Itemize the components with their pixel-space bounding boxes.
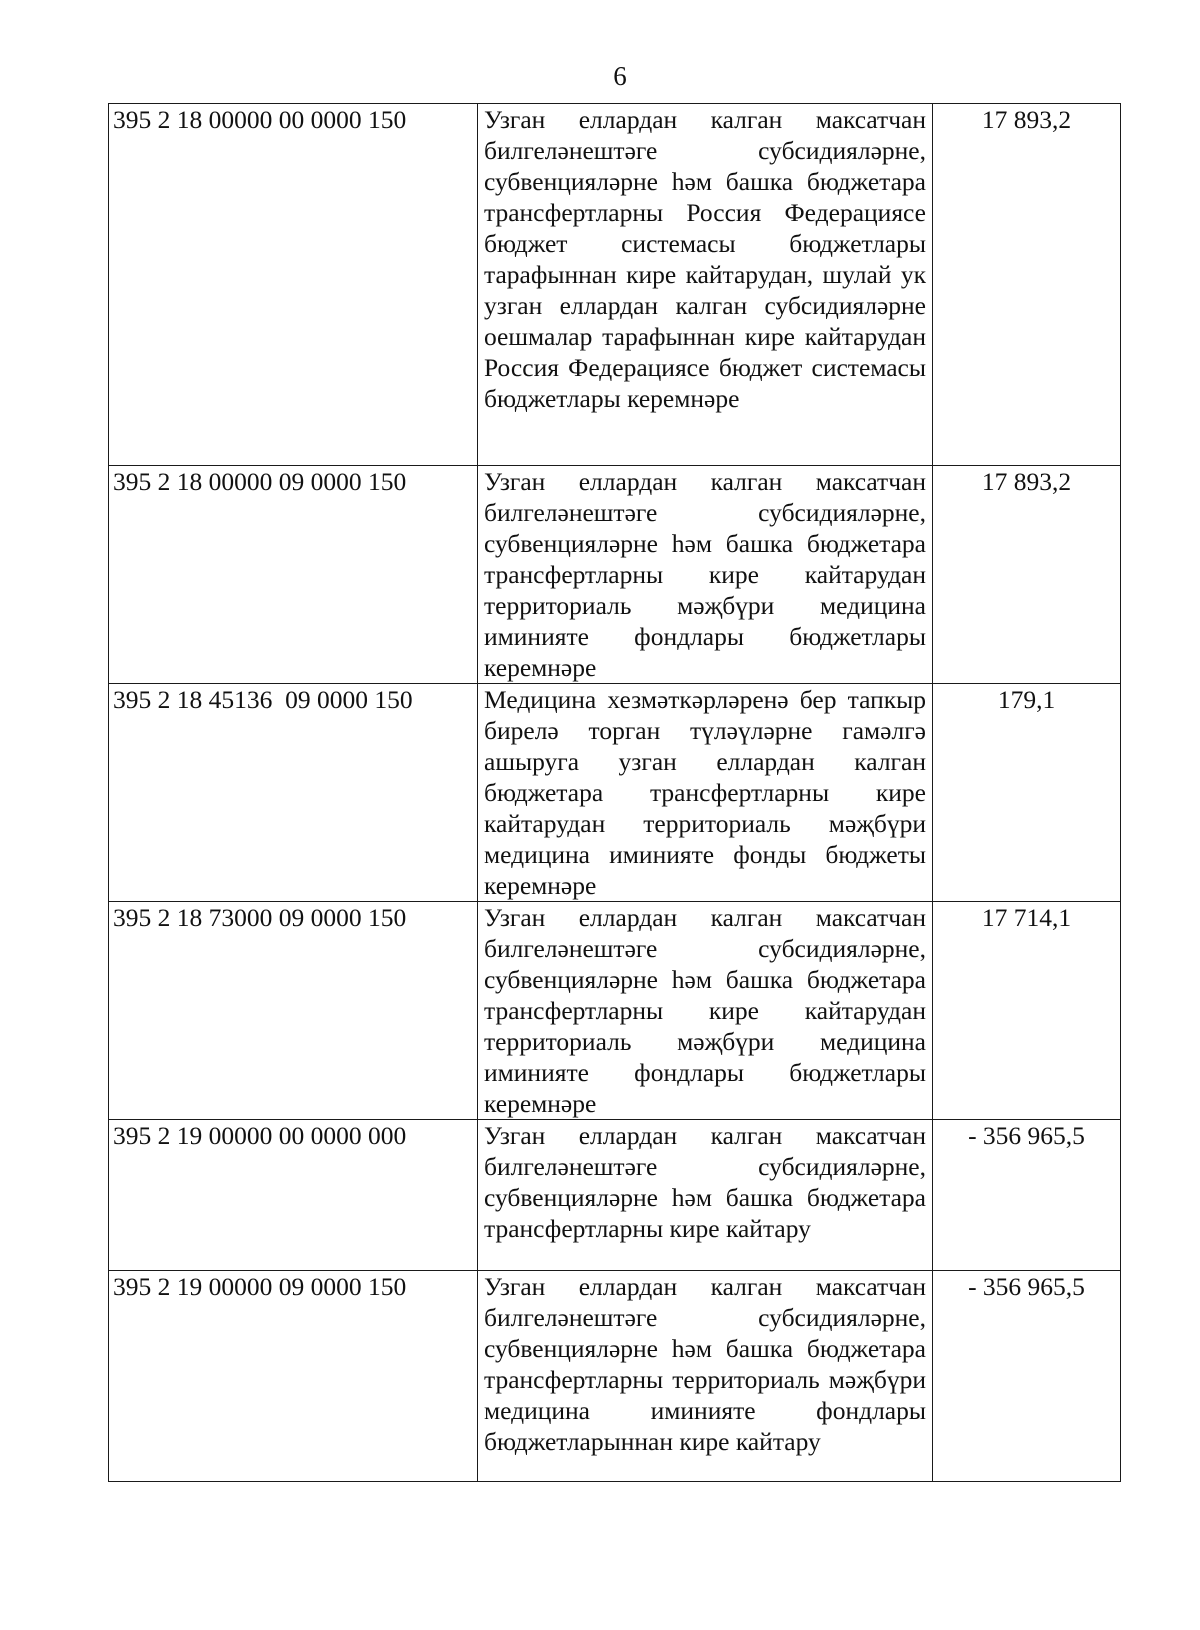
revenue-code-cell: 395 2 18 45136 09 0000 150 bbox=[109, 684, 478, 902]
revenue-code-cell: 395 2 19 00000 00 0000 000 bbox=[109, 1120, 478, 1271]
revenue-description-cell: Узган еллардан калган максатчан билгеләнештәге субсидияләрне, субвенцияләрне һәм башка бюджетара трансфертларны кире кайтарудан территориаль мәҗбүри медицина иминияте фондлары бюджетлары керемнәре bbox=[478, 466, 933, 684]
table-row bbox=[109, 902, 1121, 1120]
revenue-code-cell: 395 2 18 00000 00 0000 150 bbox=[109, 104, 478, 466]
amount-cell: - 356 965,5 bbox=[933, 1120, 1121, 1271]
revenue-description-cell: Узган еллардан калган максатчан билгеләнештәге субсидияләрне, субвенцияләрне һәм башка бюджетара трансфертларны территориаль мәҗбүри медицина иминияте фондлары бюджетларыннан кире кайтару bbox=[478, 1271, 933, 1482]
amount-cell: - 356 965,5 bbox=[933, 1271, 1121, 1482]
revenue-code-cell: 395 2 18 73000 09 0000 150 bbox=[109, 902, 478, 1120]
revenue-description-cell: Узган еллардан калган максатчан билгеләнештәге субсидияләрне, субвенцияләрне һәм башка бюджетара трансфертларны кире кайтарудан территориаль мәҗбүри медицина иминияте фондлары бюджетлары керемнәре bbox=[478, 902, 933, 1120]
table-row bbox=[109, 684, 1121, 902]
revenue-description-cell: Медицина хезмәткәрләренә бер тапкыр бирелә торган түләүләрне гамәлгә ашыруга узган еллардан калган бюджетара трансфертларны кире кайтарудан территориаль мәҗбүри медицина иминияте фонды бюджеты керемнәре bbox=[478, 684, 933, 902]
amount-cell: 17 714,1 bbox=[933, 902, 1121, 1120]
table-row bbox=[109, 466, 1121, 684]
table-row bbox=[109, 1120, 1121, 1271]
revenue-code-cell: 395 2 18 00000 09 0000 150 bbox=[109, 466, 478, 684]
budget-revenue-table bbox=[108, 103, 1121, 1482]
amount-cell: 17 893,2 bbox=[933, 104, 1121, 466]
amount-cell: 179,1 bbox=[933, 684, 1121, 902]
table-row bbox=[109, 1271, 1121, 1482]
amount-cell: 17 893,2 bbox=[933, 466, 1121, 684]
revenue-description-cell: Узган еллардан калган максатчан билгеләнештәге субсидияләрне, субвенцияләрне һәм башка бюджетара трансфертларны Россия Федерациясе бюджет системасы бюджетлары тарафыннан кире кайтарудан, шулай ук узган еллардан калган субсидияләрне оешмалар тарафыннан кире кайтарудан Россия Федерациясе бюджет системасы бюджетлары керемнәре bbox=[478, 104, 933, 466]
revenue-description-cell: Узган еллардан калган максатчан билгеләнештәге субсидияләрне, субвенцияләрне һәм башка бюджетара трансфертларны кире кайтару bbox=[478, 1120, 933, 1271]
page-number: 6 bbox=[613, 61, 627, 91]
revenue-code-cell: 395 2 19 00000 09 0000 150 bbox=[109, 1271, 478, 1482]
table-row bbox=[109, 104, 1121, 466]
